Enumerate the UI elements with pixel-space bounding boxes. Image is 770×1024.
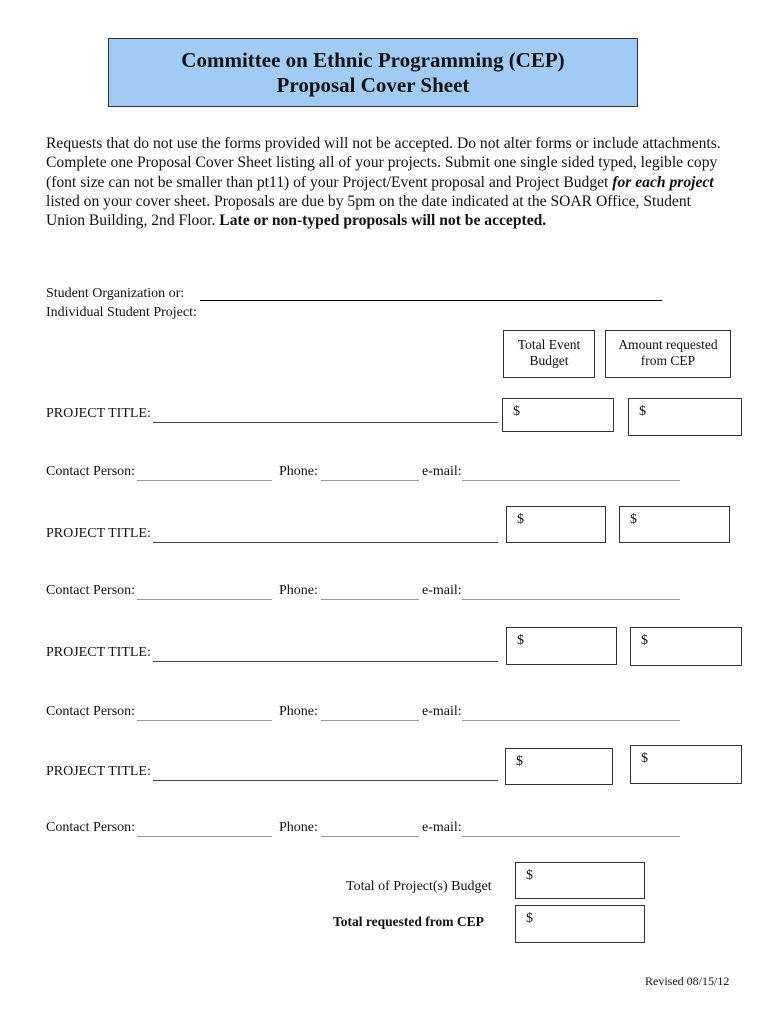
phone-label: Phone: [279,464,318,479]
project-title-input[interactable] [153,542,498,543]
title-line-2: Proposal Cover Sheet [276,73,470,97]
amount-requested-field[interactable]: $ [619,506,730,543]
intro-emphasis: for each project [612,173,714,191]
total-requested-field[interactable]: $ [515,905,645,943]
contact-person-label: Contact Person: [46,820,136,835]
total-event-budget-field[interactable]: $ [506,506,606,543]
contact-person-input[interactable] [137,836,272,837]
contact-person-input[interactable] [137,480,272,481]
total-event-budget-field[interactable]: $ [506,627,617,665]
contact-person-input[interactable] [137,599,272,600]
phone-input[interactable] [321,599,419,600]
header-total-event-budget: Total Event Budget [503,330,595,378]
individual-label: Individual Student Project: [46,305,197,320]
phone-input[interactable] [321,836,419,837]
email-input[interactable] [462,720,680,721]
email-label: e-mail: [422,820,462,835]
revised-date: Revised 08/15/12 [645,974,730,988]
project-title-label: PROJECT TITLE: [46,764,151,779]
phone-input[interactable] [321,480,419,481]
total-event-budget-field[interactable]: $ [502,398,614,432]
total-budget-label: Total of Project(s) Budget [346,879,492,894]
total-event-budget-field[interactable]: $ [505,748,613,785]
amount-requested-field[interactable]: $ [628,398,742,436]
email-input[interactable] [462,836,680,837]
project-title-label: PROJECT TITLE: [46,526,151,541]
phone-label: Phone: [279,820,318,835]
amount-requested-field[interactable]: $ [630,745,742,784]
email-label: e-mail: [422,583,462,598]
instructions-paragraph [46,134,726,230]
project-title-label: PROJECT TITLE: [46,645,151,660]
amount-requested-field[interactable]: $ [630,627,742,666]
contact-person-label: Contact Person: [46,704,136,719]
email-label: e-mail: [422,464,462,479]
contact-person-input[interactable] [137,720,272,721]
title-box [108,38,638,107]
project-title-input[interactable] [153,661,498,662]
project-title-label: PROJECT TITLE: [46,406,151,421]
title-line-1: Committee on Ethnic Programming (CEP) [181,48,565,72]
phone-label: Phone: [279,583,318,598]
contact-person-label: Contact Person: [46,464,136,479]
email-input[interactable] [462,480,680,481]
org-label: Student Organization or: [46,286,185,301]
org-input-line[interactable] [200,300,662,301]
email-label: e-mail: [422,704,462,719]
intro-warning: Late or non-typed proposals will not be accepted. [219,212,547,230]
header-amount-requested: Amount requested from CEP [605,330,731,378]
contact-person-label: Contact Person: [46,583,136,598]
email-input[interactable] [462,599,680,600]
total-requested-label: Total requested from CEP [333,914,484,929]
phone-input[interactable] [321,720,419,721]
intro-text-2: listed on your cover sheet. Proposals are due by 5pm on the date indicated at the SOAR Office, Student Union Building, 2nd Floor. [46,192,691,230]
project-title-input[interactable] [153,780,498,781]
phone-label: Phone: [279,704,318,719]
total-budget-field[interactable]: $ [515,862,645,899]
intro-text: Requests that do not use the forms provided will not be accepted. Do not alter forms or include attachments. Complete one Proposal Cover Sheet listing all of your projects. Submit one single sided typed, legible copy (font size can not be smaller than pt11) of your Project/Event proposal and Project Budget [46,135,721,191]
project-title-input[interactable] [153,422,498,423]
